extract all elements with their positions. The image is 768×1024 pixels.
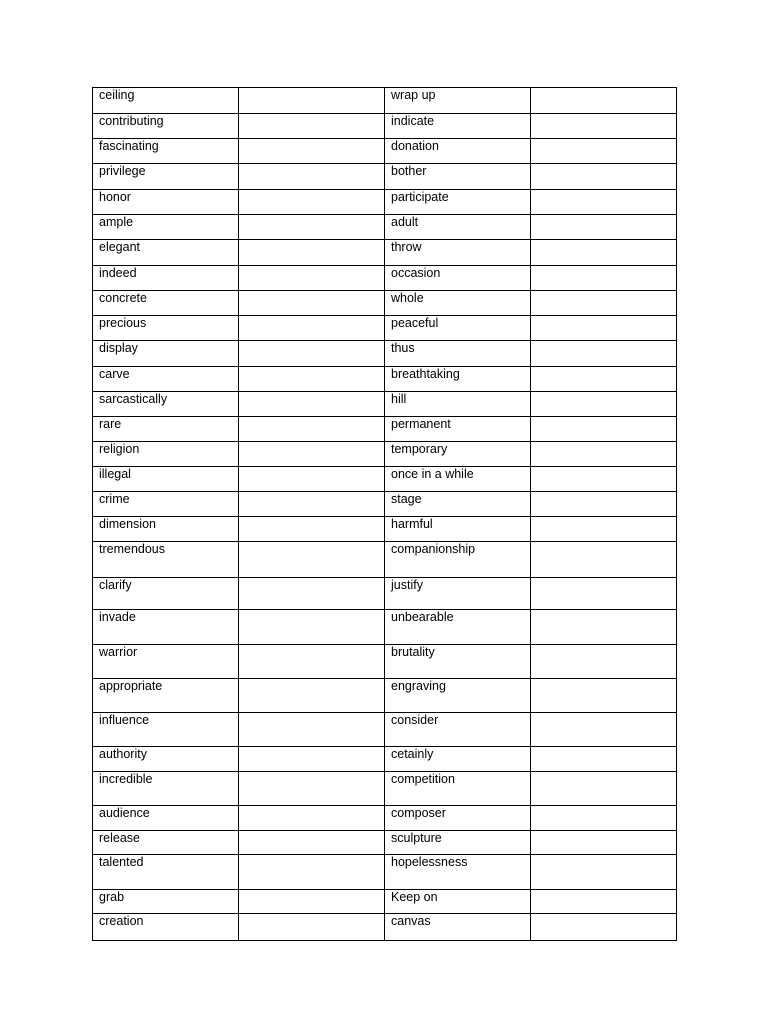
- word-cell-right: peaceful: [385, 316, 531, 341]
- word-cell-right: wrap up: [385, 88, 531, 114]
- blank-cell-left: [239, 215, 385, 240]
- table-row: [93, 215, 677, 240]
- word-cell-right: composer: [385, 806, 531, 831]
- word-cell-left: crime: [93, 492, 239, 517]
- table-row: [93, 831, 677, 855]
- blank-cell-left: [239, 890, 385, 914]
- word-cell-right: engraving: [385, 679, 531, 713]
- word-cell-right: throw: [385, 240, 531, 266]
- word-cell-left: rare: [93, 417, 239, 442]
- blank-cell-left: [239, 492, 385, 517]
- blank-cell-left: [239, 806, 385, 831]
- table-row: [93, 291, 677, 316]
- word-cell-left: invade: [93, 610, 239, 645]
- table-row: [93, 679, 677, 713]
- word-cell-right: harmful: [385, 517, 531, 542]
- blank-cell-right: [531, 747, 677, 772]
- blank-cell-right: [531, 417, 677, 442]
- table-row: [93, 747, 677, 772]
- blank-cell-right: [531, 392, 677, 417]
- word-cell-left: talented: [93, 855, 239, 890]
- word-cell-left: audience: [93, 806, 239, 831]
- word-cell-right: breathtaking: [385, 367, 531, 392]
- table-row: [93, 266, 677, 291]
- blank-cell-right: [531, 215, 677, 240]
- blank-cell-right: [531, 88, 677, 114]
- word-cell-left: fascinating: [93, 139, 239, 164]
- table-row: [93, 517, 677, 542]
- blank-cell-right: [531, 492, 677, 517]
- table-row: [93, 467, 677, 492]
- table-row: [93, 442, 677, 467]
- word-cell-left: ample: [93, 215, 239, 240]
- blank-cell-right: [531, 341, 677, 367]
- word-cell-right: occasion: [385, 266, 531, 291]
- blank-cell-right: [531, 679, 677, 713]
- blank-cell-left: [239, 139, 385, 164]
- table-row: [93, 713, 677, 747]
- word-cell-right: companionship: [385, 542, 531, 578]
- word-cell-right: hill: [385, 392, 531, 417]
- table-row: [93, 492, 677, 517]
- blank-cell-right: [531, 914, 677, 941]
- table-row: [93, 392, 677, 417]
- blank-cell-right: [531, 610, 677, 645]
- word-cell-left: display: [93, 341, 239, 367]
- table-row: [93, 855, 677, 890]
- blank-cell-right: [531, 806, 677, 831]
- blank-cell-left: [239, 914, 385, 941]
- table-row: [93, 542, 677, 578]
- table-row: [93, 341, 677, 367]
- blank-cell-right: [531, 367, 677, 392]
- word-cell-right: competition: [385, 772, 531, 806]
- word-cell-left: release: [93, 831, 239, 855]
- table-row: [93, 190, 677, 215]
- blank-cell-right: [531, 645, 677, 679]
- blank-cell-left: [239, 855, 385, 890]
- word-cell-right: permanent: [385, 417, 531, 442]
- word-cell-right: justify: [385, 578, 531, 610]
- word-cell-right: brutality: [385, 645, 531, 679]
- blank-cell-left: [239, 679, 385, 713]
- table-row: [93, 772, 677, 806]
- word-cell-right: once in a while: [385, 467, 531, 492]
- blank-cell-right: [531, 139, 677, 164]
- blank-cell-left: [239, 367, 385, 392]
- blank-cell-left: [239, 88, 385, 114]
- table-row: [93, 610, 677, 645]
- blank-cell-right: [531, 114, 677, 139]
- table-row: [93, 240, 677, 266]
- word-cell-right: consider: [385, 713, 531, 747]
- blank-cell-right: [531, 266, 677, 291]
- word-cell-right: bother: [385, 164, 531, 190]
- word-cell-right: temporary: [385, 442, 531, 467]
- blank-cell-left: [239, 831, 385, 855]
- table-row: [93, 417, 677, 442]
- blank-cell-right: [531, 831, 677, 855]
- word-cell-right: canvas: [385, 914, 531, 941]
- word-cell-right: adult: [385, 215, 531, 240]
- word-cell-right: sculpture: [385, 831, 531, 855]
- word-cell-right: unbearable: [385, 610, 531, 645]
- blank-cell-left: [239, 341, 385, 367]
- word-cell-left: authority: [93, 747, 239, 772]
- blank-cell-left: [239, 417, 385, 442]
- word-cell-right: donation: [385, 139, 531, 164]
- blank-cell-right: [531, 890, 677, 914]
- word-cell-left: honor: [93, 190, 239, 215]
- word-cell-right: thus: [385, 341, 531, 367]
- word-cell-left: incredible: [93, 772, 239, 806]
- table-row: [93, 114, 677, 139]
- word-cell-right: hopelessness: [385, 855, 531, 890]
- word-cell-left: concrete: [93, 291, 239, 316]
- blank-cell-right: [531, 190, 677, 215]
- word-cell-left: tremendous: [93, 542, 239, 578]
- word-cell-left: contributing: [93, 114, 239, 139]
- word-cell-left: precious: [93, 316, 239, 341]
- blank-cell-right: [531, 578, 677, 610]
- word-cell-left: indeed: [93, 266, 239, 291]
- word-cell-right: whole: [385, 291, 531, 316]
- blank-cell-right: [531, 240, 677, 266]
- blank-cell-right: [531, 467, 677, 492]
- word-cell-left: influence: [93, 713, 239, 747]
- table-row: [93, 88, 677, 114]
- word-cell-left: appropriate: [93, 679, 239, 713]
- word-cell-left: grab: [93, 890, 239, 914]
- word-cell-left: sarcastically: [93, 392, 239, 417]
- word-cell-left: elegant: [93, 240, 239, 266]
- blank-cell-left: [239, 517, 385, 542]
- blank-cell-left: [239, 467, 385, 492]
- blank-cell-left: [239, 240, 385, 266]
- blank-cell-right: [531, 772, 677, 806]
- table-row: [93, 645, 677, 679]
- table-row: [93, 890, 677, 914]
- table-row: [93, 316, 677, 341]
- blank-cell-left: [239, 266, 385, 291]
- table-row: [93, 914, 677, 941]
- blank-cell-left: [239, 747, 385, 772]
- blank-cell-right: [531, 855, 677, 890]
- word-cell-left: creation: [93, 914, 239, 941]
- word-cell-left: dimension: [93, 517, 239, 542]
- blank-cell-right: [531, 164, 677, 190]
- blank-cell-left: [239, 190, 385, 215]
- table-row: [93, 367, 677, 392]
- word-cell-right: cetainly: [385, 747, 531, 772]
- blank-cell-left: [239, 772, 385, 806]
- vocabulary-table: [92, 87, 677, 941]
- blank-cell-right: [531, 713, 677, 747]
- blank-cell-left: [239, 164, 385, 190]
- blank-cell-left: [239, 114, 385, 139]
- word-cell-left: ceiling: [93, 88, 239, 114]
- blank-cell-left: [239, 542, 385, 578]
- blank-cell-right: [531, 517, 677, 542]
- blank-cell-left: [239, 442, 385, 467]
- blank-cell-left: [239, 578, 385, 610]
- word-cell-left: warrior: [93, 645, 239, 679]
- blank-cell-left: [239, 316, 385, 341]
- blank-cell-left: [239, 291, 385, 316]
- word-cell-left: clarify: [93, 578, 239, 610]
- word-cell-left: illegal: [93, 467, 239, 492]
- word-cell-right: stage: [385, 492, 531, 517]
- table-row: [93, 578, 677, 610]
- blank-cell-right: [531, 291, 677, 316]
- blank-cell-left: [239, 645, 385, 679]
- blank-cell-right: [531, 316, 677, 341]
- vocabulary-table-body: [93, 88, 677, 941]
- blank-cell-right: [531, 542, 677, 578]
- blank-cell-left: [239, 610, 385, 645]
- blank-cell-right: [531, 442, 677, 467]
- table-row: [93, 139, 677, 164]
- table-row: [93, 806, 677, 831]
- word-cell-right: participate: [385, 190, 531, 215]
- word-cell-right: indicate: [385, 114, 531, 139]
- word-cell-left: privilege: [93, 164, 239, 190]
- table-row: [93, 164, 677, 190]
- blank-cell-left: [239, 713, 385, 747]
- blank-cell-left: [239, 392, 385, 417]
- word-cell-left: religion: [93, 442, 239, 467]
- word-cell-left: carve: [93, 367, 239, 392]
- word-cell-right: Keep on: [385, 890, 531, 914]
